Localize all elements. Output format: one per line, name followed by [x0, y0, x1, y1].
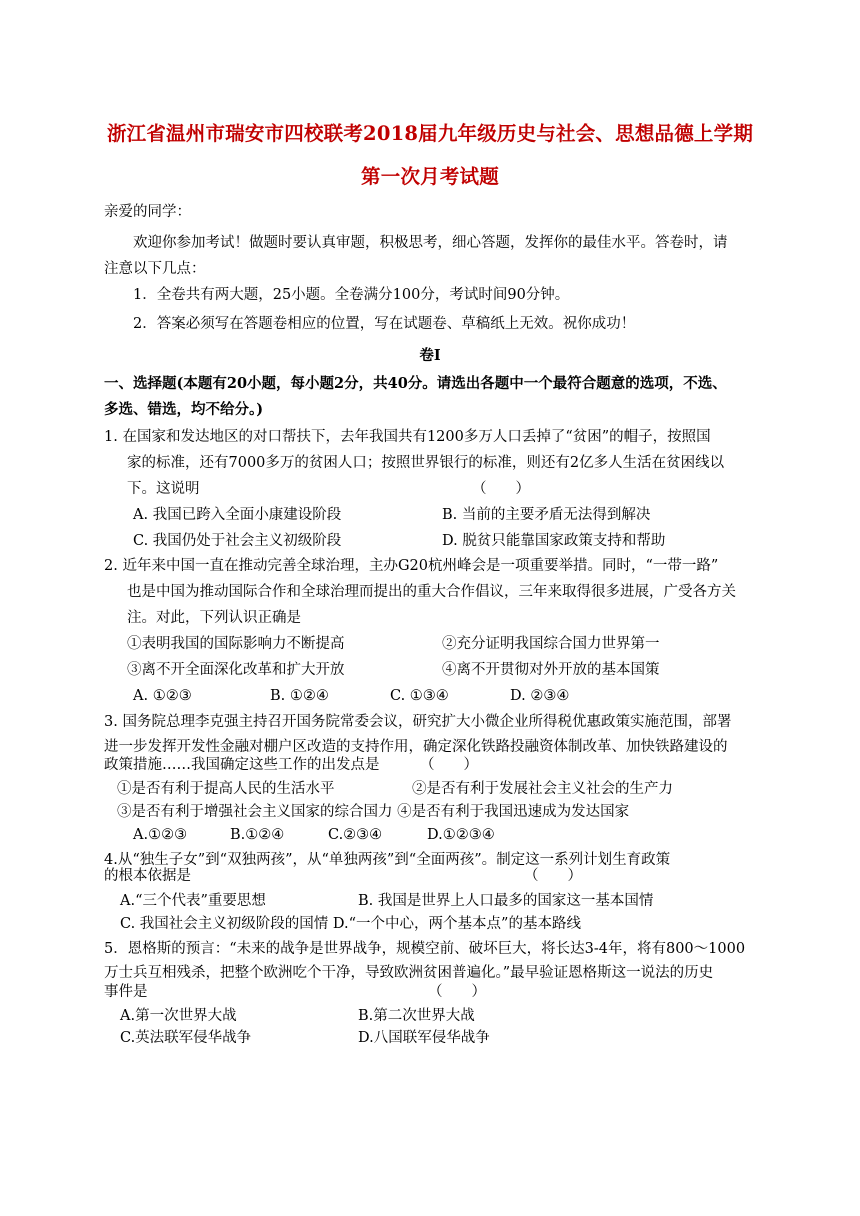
q1-option-b: B. 当前的主要矛盾无法得到解决 [442, 507, 651, 523]
q4-answer-bracket: （ ） [524, 868, 582, 884]
q4-option-a: A.“三个代表”重要思想 [120, 893, 266, 909]
q5-option-c: C.英法联军侵华战争 [120, 1030, 252, 1046]
q5-line3: 事件是 [104, 984, 148, 1000]
intro-line1: 欢迎你参加考试！做题时要认真审题，积极思考，细心答题，发挥你的最佳水平。答卷时，请 [133, 235, 728, 251]
greeting: 亲爱的同学： [104, 204, 191, 220]
q3-statement-2: ②是否有利于发展社会主义社会的生产力 [412, 781, 673, 797]
q2-option-d: D. ②③④ [510, 688, 570, 704]
q1-line2: 家的标准，还有7000多万的贫困人口；按照世界银行的标准，则还有2亿多人生活在贫困线以 [127, 455, 725, 471]
exam-title-line1: 浙江省温州市瑞安市四校联考2018届九年级历史与社会、思想品德上学期 [106, 122, 754, 145]
q3-statement-1: ①是否有利于提高人民的生活水平 [117, 781, 335, 797]
q2-line3: 注。对此，下列认识正确是 [127, 610, 301, 626]
q2-line2: 也是中国为推动国际合作和全球治理而提出的重大合作倡议，三年来取得很多进展，广受各方关 [127, 584, 736, 600]
q2-statement-4: ④离不开贯彻对外开放的基本国策 [442, 662, 660, 678]
q5-line1: 5．恩格斯的预言：“未来的战争是世界战争，规模空前、破坏巨大，将长达3-4年，将有800～1000 [104, 941, 746, 957]
q4-options-c-d: C. 我国社会主义初级阶段的国情 D.“一个中心，两个基本点”的基本路线 [120, 916, 581, 932]
note-1: 1．全卷共有两大题，25小题。全卷满分100分，考试时间90分钟。 [133, 287, 570, 303]
note-2: 2．答案必须写在答题卷相应的位置，写在试题卷、草稿纸上无效。祝你成功！ [133, 316, 636, 332]
q1-option-c: C. 我国仍处于社会主义初级阶段 [133, 533, 342, 549]
q2-statement-2: ②充分证明我国综合国力世界第一 [442, 636, 660, 652]
q3-option-b: B.①②④ [230, 827, 285, 843]
q3-option-a: A.①②③ [133, 827, 188, 843]
q2-option-a: A. ①②③ [133, 688, 192, 704]
q3-option-d: D.①②③④ [427, 827, 495, 843]
part1-instructions-line1: 一、选择题(本题有20小题，每小题2分，共40分。请选出各题中一个最符合题意的选项，不选、 [104, 375, 727, 392]
q5-option-a: A.第一次世界大战 [120, 1008, 237, 1024]
q1-line1: 1. 在国家和发达地区的对口帮扶下，去年我国共有1200多万人口丢掉了“贫困”的帽子，按照国 [104, 429, 711, 445]
q1-option-a: A. 我国已跨入全面小康建设阶段 [133, 507, 342, 523]
q3-statements-3-4: ③是否有利于增强社会主义国家的综合国力 ④是否有利于我国迅速成为发达国家 [117, 804, 630, 820]
q2-line1: 2. 近年来中国一直在推动完善全球治理，主办G20杭州峰会是一项重要举措。同时，“一带一路” [104, 558, 719, 574]
q3-line2: 进一步发挥开发性金融对棚户区改造的支持作用，确定深化铁路投融资体制改革、加快铁路建设的 [104, 739, 728, 755]
q4-line1: 4.从“独生子女”到“双独两孩”，从“单独两孩”到“全面两孩”。制定这一系列计划生育政策 [104, 852, 671, 868]
q5-line2: 万士兵互相残杀，把整个欧洲吃个干净，导致欧洲贫困普遍化。”最早验证恩格斯这一说法的历史 [104, 965, 714, 981]
q5-answer-bracket: （ ） [428, 984, 486, 1000]
q2-statement-1: ①表明我国的国际影响力不断提高 [127, 636, 345, 652]
q3-line3: 政策措施……我国确定这些工作的出发点是 [104, 757, 380, 773]
q5-option-d: D.八国联军侵华战争 [358, 1030, 490, 1046]
q4-line2: 的根本依据是 [104, 868, 191, 884]
q2-option-b: B. ①②④ [270, 688, 329, 704]
part1-instructions-line2: 多选、错选，均不给分。) [104, 401, 264, 418]
section-title: 卷Ⅰ [419, 347, 441, 364]
q3-option-c: C.②③④ [328, 827, 383, 843]
q1-answer-bracket: （ ） [472, 481, 530, 497]
q3-line1: 3. 国务院总理李克强主持召开国务院常委会议，研究扩大小微企业所得税优惠政策实施范围，部署 [104, 714, 732, 730]
exam-title-line2: 第一次月考试题 [361, 165, 499, 188]
q3-answer-bracket: （ ） [420, 757, 478, 773]
q2-statement-3: ③离不开全面深化改革和扩大开放 [127, 662, 345, 678]
intro-line2: 注意以下几点： [104, 261, 206, 277]
q1-line3: 下。这说明 [127, 481, 200, 497]
q1-option-d: D. 脱贫只能靠国家政策支持和帮助 [442, 533, 666, 549]
q4-option-b: B. 我国是世界上人口最多的国家这一基本国情 [358, 893, 654, 909]
q5-option-b: B.第二次世界大战 [358, 1008, 475, 1024]
q2-option-c: C. ①③④ [390, 688, 449, 704]
